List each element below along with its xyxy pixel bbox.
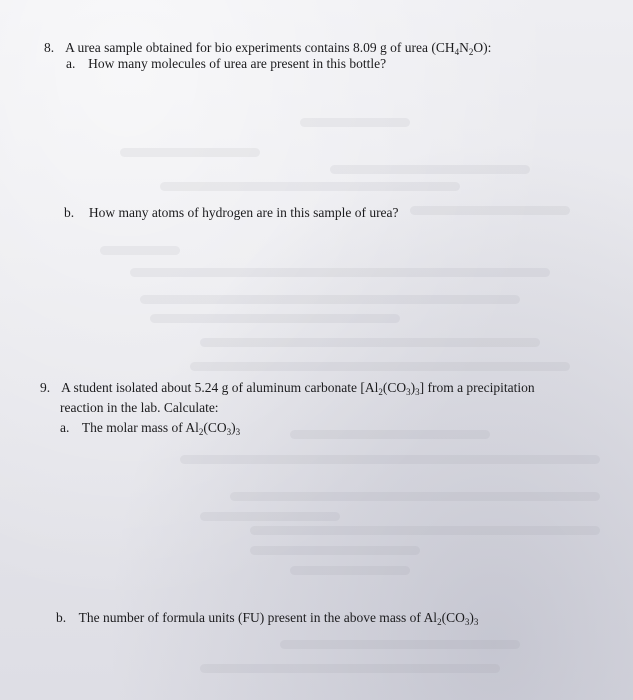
question-9-stem-text: A student isolated about 5.24 g of aluminum carbonate [Al [61,380,379,395]
show-through-smudge [410,206,570,215]
show-through-smudge [280,640,520,649]
show-through-smudge [180,455,600,464]
subscript: 2 [198,427,204,437]
question-9b [56,610,478,626]
question-9a-text: The molar mass of Al [81,420,199,435]
question-8b-text: How many atoms of hydrogen are in this sample of urea? [88,205,399,220]
formula-part: N [459,40,469,55]
formula-part: ) [410,380,416,395]
show-through-smudge [200,664,500,673]
show-through-smudge [290,566,410,575]
show-through-smudge [120,148,260,157]
question-8a [66,56,386,72]
subscript: 3 [415,387,420,397]
subscript: 3 [473,617,479,627]
question-number: 9. [40,380,51,395]
show-through-smudge [330,165,530,174]
show-through-smudge [290,430,490,439]
formula-part: (CO [382,380,407,395]
part-label: a. [60,420,70,435]
subscript: 3 [235,427,241,437]
show-through-smudge [140,295,520,304]
formula-part: (CO [203,420,227,435]
show-through-smudge [250,526,600,535]
question-9-stem [40,380,535,396]
formula-part: (CO [441,610,465,625]
question-number: 8. [44,40,55,55]
question-8a-text: How many molecules of urea are present in this bottle? [88,56,387,71]
part-label: b. [56,610,67,625]
question-9-stem-line2 [60,400,219,416]
subscript: 3 [226,427,232,437]
part-label: b. [64,205,75,220]
question-9-stem-line2-text: reaction in the lab. Calculate: [60,400,219,415]
show-through-smudge [190,362,570,371]
show-through-smudge [200,512,340,521]
question-8-stem [44,40,491,56]
question-9a [60,420,240,436]
show-through-smudge [150,314,400,323]
show-through-smudge [160,182,460,191]
subscript: 3 [464,617,470,627]
show-through-smudge [300,118,410,127]
show-through-smudge [200,338,540,347]
part-label: a. [66,56,76,71]
subscript: 2 [437,617,442,627]
question-9b-text: The number of formula units (FU) present in the above mass of Al [78,610,438,625]
show-through-smudge [130,268,550,277]
formula-part: ) [231,420,236,435]
question-8b [64,205,399,221]
subscript: 2 [378,387,383,397]
subscript: 2 [468,47,474,57]
formula-part: ] from a precipitation [419,380,535,395]
show-through-smudge [230,492,600,501]
question-8-stem-text: A urea sample obtained for bio experiments contains 8.09 g of urea (CH [65,40,455,55]
formula-part: ) [469,610,474,625]
show-through-smudge [250,546,420,555]
formula-part: O): [473,40,492,55]
subscript: 3 [406,387,411,397]
show-through-smudge [100,246,180,255]
subscript: 4 [454,47,460,57]
